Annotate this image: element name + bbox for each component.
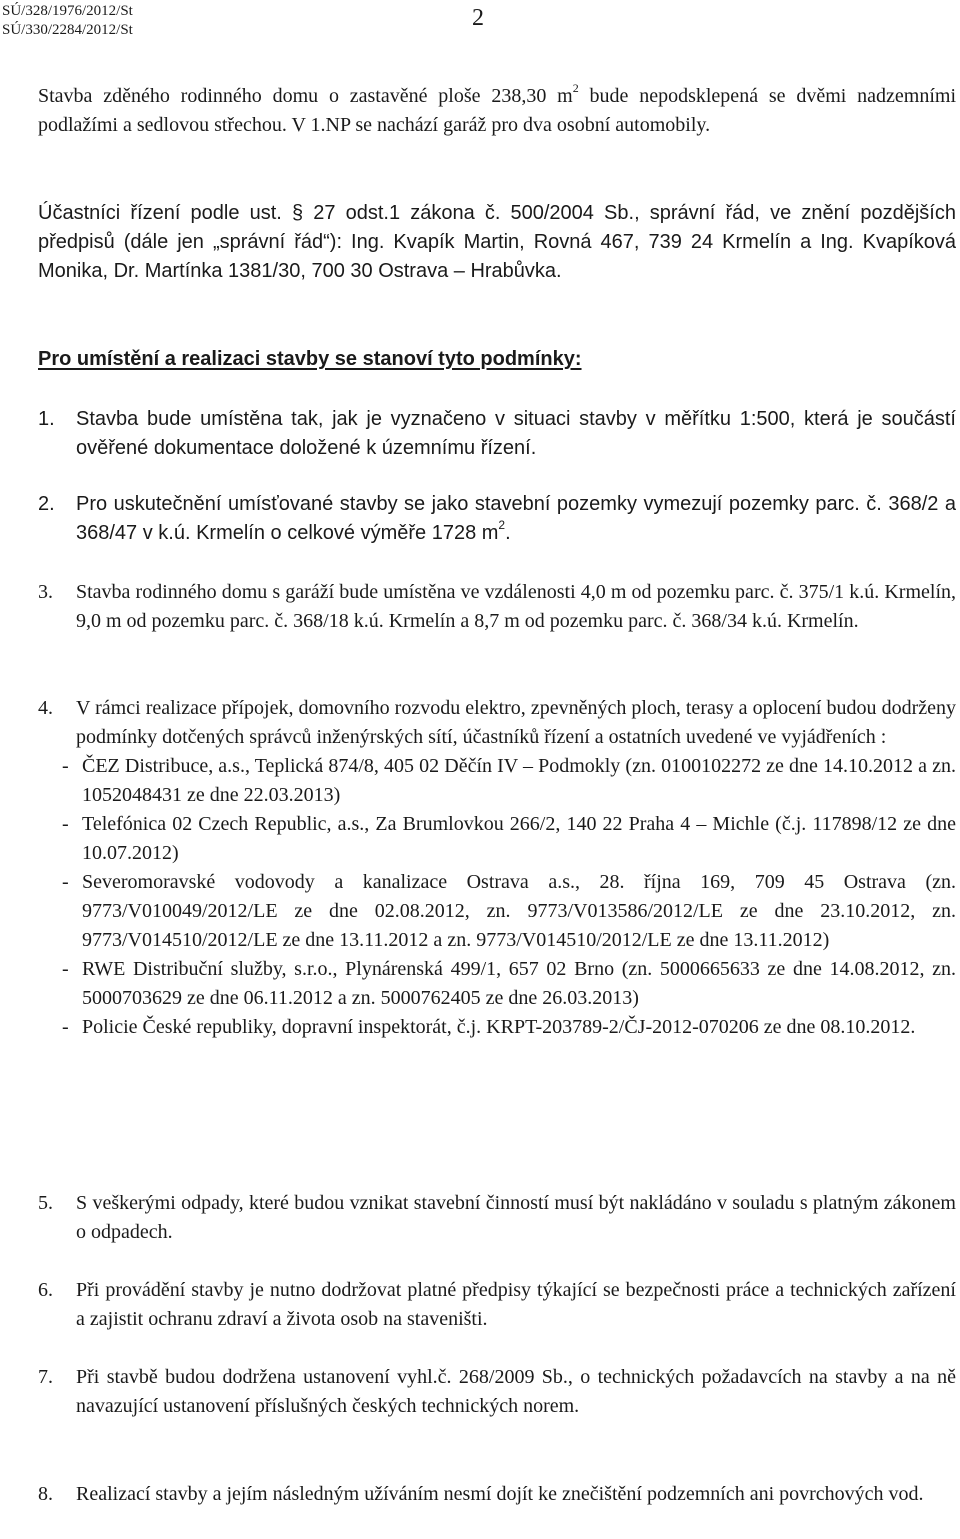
condition-number: 5.	[38, 1192, 53, 1214]
condition-text: S veškerými odpady, které budou vznikat stavební činností musí být nakládáno v souladu s platným zákonem o odpadech.	[76, 1192, 956, 1243]
condition-4	[38, 694, 956, 1042]
intro-text-b: bude nepodsklepená se dvěmi nadzemními podlažími a sedlovou střechou. V 1.NP se nachází garáž pro dva osobní automobily.	[38, 85, 957, 136]
condition-2: 2. Pro uskutečnění umísťované stavby se jako stavební pozemky vymezují pozemky parc. č. 368/2 a 368/47 v k.ú. Krmelín o celkové výměře 1728 $m^2$.	[38, 490, 956, 548]
condition-number: 1.	[38, 408, 55, 430]
condition-6	[38, 1276, 956, 1334]
condition-number: 2.	[38, 493, 55, 515]
list-dash: -	[62, 755, 69, 777]
intro-text-a: Stavba zděného rodinného domu o zastavěné ploše 238,30 m	[38, 85, 573, 107]
utility-statement-cez: - ČEZ Distribuce, a.s., Teplická 874/8, 405 02 Děčín IV – Podmokly (zn. 0100102272 ze dne 14.10.2012 a zn. 1052048431 ze dne 22.03.2013)	[62, 752, 956, 810]
superscript-2: 2	[498, 518, 506, 532]
condition-number: 3.	[38, 581, 53, 603]
conditions-heading: Pro umístění a realizaci stavby se stanoví tyto podmínky:	[38, 348, 582, 370]
condition-text: Při stavbě budou dodržena ustanovení vyhl.č. 268/2009 Sb., o technických požadavcích na stavby a na ně navazující ustanovení příslušných českých technických norem.	[76, 1366, 956, 1417]
condition-7	[38, 1363, 956, 1421]
condition-number: 8.	[38, 1483, 53, 1505]
condition-text: Pro uskutečnění umísťované stavby se jako stavební pozemky vymezují pozemky parc. č. 368/2 a 368/47 v k.ú. Krmelín o celkové výměře 1728 m	[76, 493, 956, 544]
condition-text: Při provádění stavby je nutno dodržovat platné předpisy týkající se bezpečnosti práce a technických zařízení a zajistit ochranu zdraví a života osob na staveništi.	[76, 1279, 956, 1330]
condition-text: Realizací stavby a jejím následným užíváním nesmí dojít ke znečištění podzemních ani povrchových vod.	[76, 1483, 924, 1505]
condition-number: 7.	[38, 1366, 53, 1388]
file-reference	[2, 2, 133, 40]
participants-text: Účastníci řízení podle ust. § 27 odst.1 zákona č. 500/2004 Sb., správní řád, ve znění pozdějších předpisů (dále jen „správní řád“): Ing. Kvapík Martin, Rovná 467, 739 24 Krmelín a Ing. Kvapíková Monika, Dr. Martínka 1381/30, 700 30 Ostrava – Hrabůvka.	[38, 202, 956, 282]
condition-number: 6.	[38, 1279, 53, 1301]
condition-number: 4.	[38, 697, 53, 719]
utility-statement-police: - Policie České republiky, dopravní inspektorát, č.j. KRPT-203789-2/ČJ-2012-070206 ze dne 08.10.2012.	[62, 1013, 956, 1042]
list-dash: -	[62, 813, 69, 835]
utility-statement-smvak: - Severomoravské vodovody a kanalizace Ostrava a.s., 28. října 169, 709 45 Ostrava (zn. 9773/V010049/2012/LE ze dne 02.08.2012, zn. 9773/V013586/2012/LE ze dne 23.10.2012, zn. 9773/V014510/2012/LE ze dne 13.11.2012 a zn. 9773/V014510/2012/LE ze dne 13.11.2012)	[62, 868, 956, 955]
utility-statement-rwe: - RWE Distribuční služby, s.r.o., Plynárenská 499/1, 657 02 Brno (zn. 5000665633 ze dne 14.08.2012, zn. 5000703629 ze dne 06.11.2012 a zn. 5000762405 ze dne 26.03.2013)	[62, 955, 956, 1013]
list-dash: -	[62, 1016, 69, 1038]
condition-3	[38, 578, 956, 636]
intro-paragraph-participants	[38, 199, 956, 286]
condition-8	[38, 1480, 956, 1509]
intro-paragraph-building	[38, 82, 956, 140]
condition-text: V rámci realizace přípojek, domovního rozvodu elektro, zpevněných ploch, terasy a oplocení budou dodrženy podmínky dotčených správců inženýrských sítí, účastníků řízení a ostatních uvedené ve vyjádřeních :	[76, 697, 956, 748]
condition-5	[38, 1189, 956, 1247]
reference-number-1: SÚ/328/1976/2012/St	[2, 3, 133, 19]
condition-1	[38, 405, 956, 463]
list-dash: -	[62, 958, 69, 980]
utility-statement-telefonica: - Telefónica 02 Czech Republic, a.s., Za Brumlovkou 266/2, 140 22 Praha 4 – Michle (č.j. 117898/12 ze dne 10.07.2012)	[62, 810, 956, 868]
list-dash: -	[62, 871, 69, 893]
condition-text: Stavba rodinného domu s garáží bude umístěna ve vzdálenosti 4,0 m od pozemku parc. č. 375/1 k.ú. Krmelín, 9,0 m od pozemku parc. č. 368/18 k.ú. Krmelín a 8,7 m od pozemku parc. č. 368/34 k.ú. Krmelín.	[76, 581, 956, 632]
reference-number-2: SÚ/330/2284/2012/St	[2, 22, 133, 38]
superscript-2: 2	[572, 81, 579, 95]
page-number: 2	[472, 5, 484, 31]
condition-text: Stavba bude umístěna tak, jak je vyznačeno v situaci stavby v měřítku 1:500, která je součástí ověřené dokumentace doložené k územnímu řízení.	[76, 408, 956, 459]
